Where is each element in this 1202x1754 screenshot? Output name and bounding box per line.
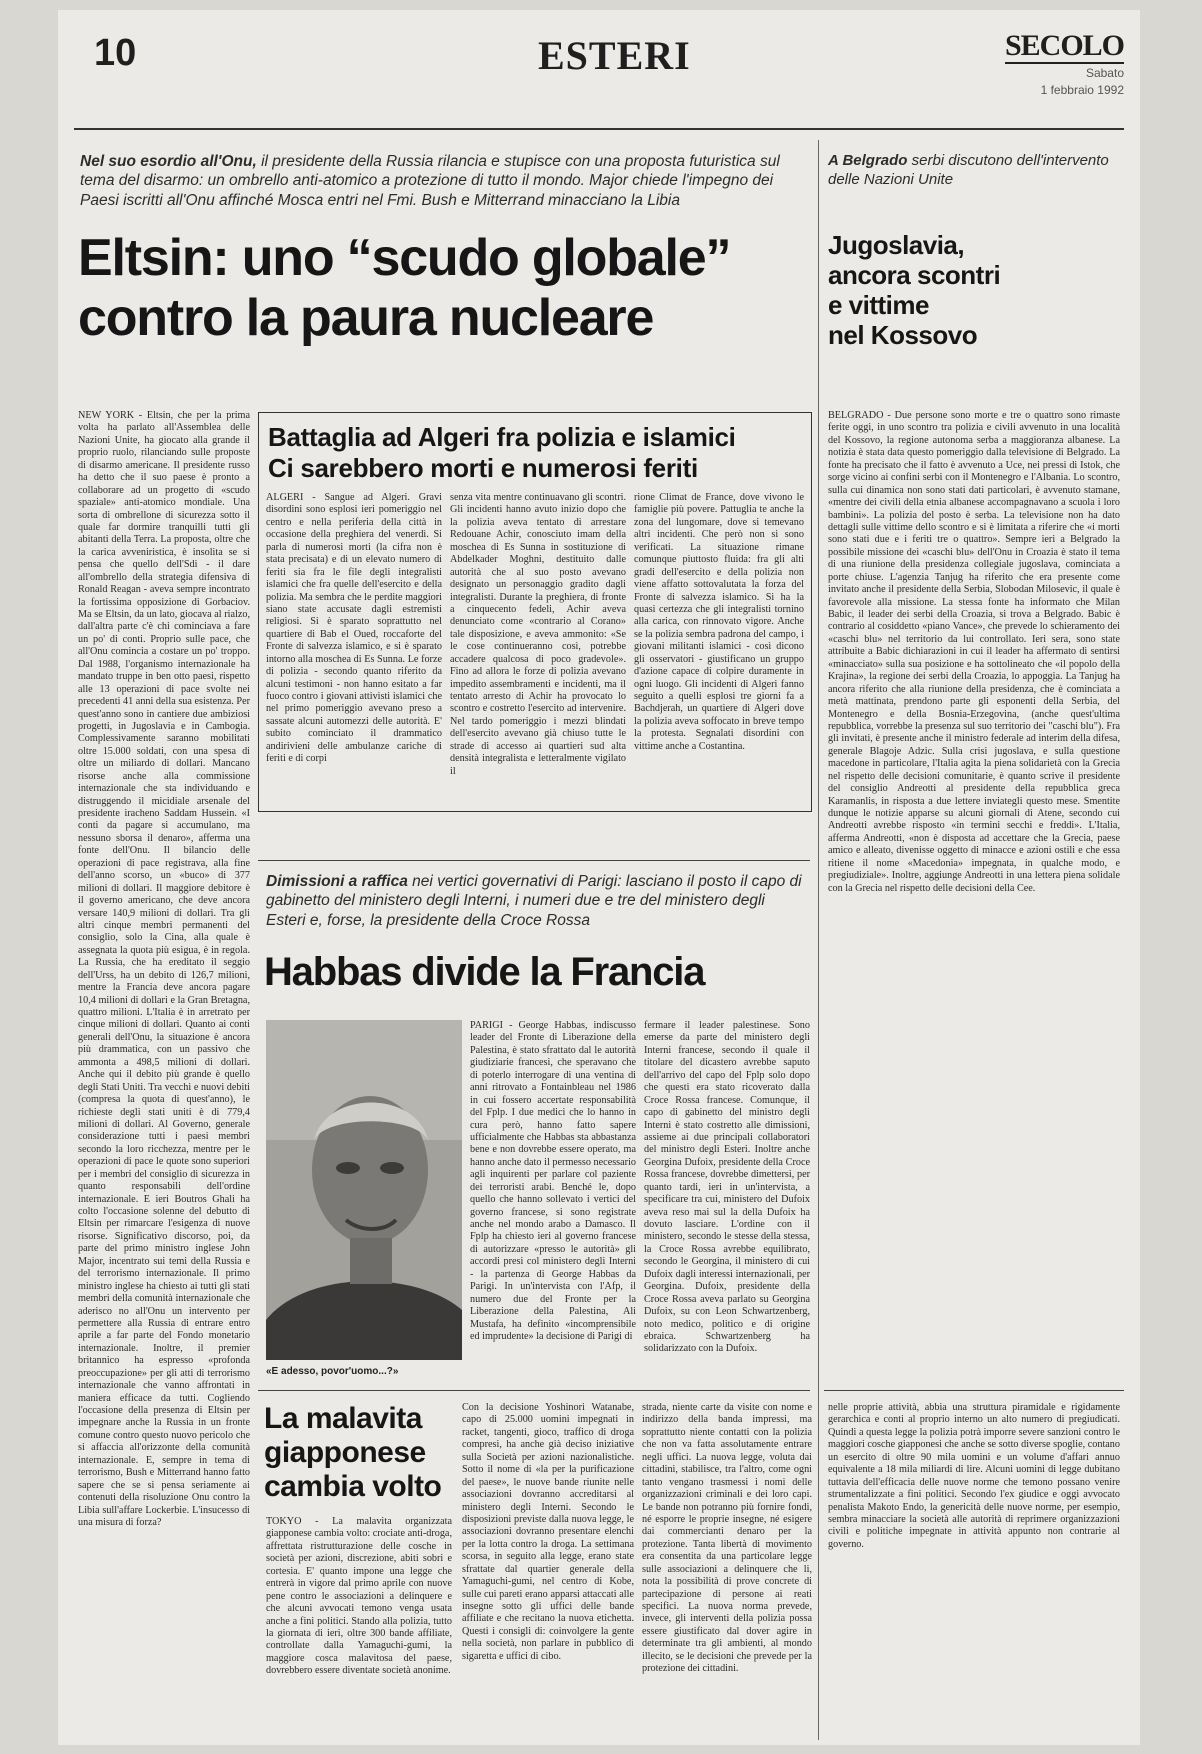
section-title: ESTERI: [538, 33, 691, 78]
page-number: 10: [94, 32, 137, 74]
masthead: [58, 10, 1140, 120]
jugoslavia-kicker-bold: A Belgrado: [828, 152, 908, 169]
jugoslavia-kicker: [828, 152, 1118, 190]
jugoslavia-headline-line3: e vittime: [828, 290, 929, 320]
giappone-headline-line1: La malavita: [264, 1402, 422, 1435]
jugoslavia-headline: [828, 230, 1120, 350]
habbas-photo: [266, 1020, 462, 1360]
jugoslavia-kicker-text: serbi discutono dell'intervento delle Nazioni Unite: [828, 152, 1109, 188]
giappone-col-4: nelle proprie attività, abbia una struttura piramidale e rigidamente gerarchica e conti al proprio interno un alto numero di pregiudicati. Quindi a questa legge la polizia potrà imporre severe sanzioni contro le maggiori cosche giapponesi che anche se sotto diverse spoglie, contano un esercito di oltre 90 mila uomini e un volume d'affari annuo equivalente a 18 mila miliardi di lire. Alcuni uomini di legge dubitano tuttavia dell'efficacia delle nuove norme che temono possano venire strumentalizzate a fini politici. Secondo l'ex giudice e oggi avvocato penalista Makoto Endo, la genericità delle nuove norme, per esempio, sembra minacciare la società alle autorità di reprimere organizzazioni civili e politiche impegnate in attività appunto non contrarie al governo.: [828, 1402, 1120, 1550]
habbas-headline: Habbas divide la Francia: [264, 950, 705, 994]
issue-date: 1 febbraio 1992: [1040, 82, 1124, 97]
giappone-top-rule-right: [824, 1390, 1124, 1391]
lead-headline: [78, 228, 838, 348]
habbas-top-rule: [258, 860, 810, 861]
jugoslavia-body: BELGRADO - Due persone sono morte e tre o quattro sono rimaste ferite oggi, in uno scontro tra polizia e civili avvenuto in una località del Kossovo, la regione autonoma serba a maggioranza albanese. La notizia è stata data questo pomeriggio dalla televisione di Belgrado. La fonte ha precisato che il fatto è avvenuto a Uce, nei pressi di Istok, che sorge vicino ai confini serbi con il Montenegro e l'Albania. Lo scontro, sulla cui dinamica non sono stati dati particolari, è avvenuto stamane, «mentre dei civili della etnia albanese accompagnavano a scuola i loro bambini». La polizia del posto è serba. La televisione non ha dato dettagli sulle vittime dello scontro e si è limitata a riferire che «i morti sono stati due e i feriti tre o quattro». Sempre ieri a Belgrado la possibile missione dei «caschi blu» dell'Onu in Croazia è stato il tema di una riunione della presidenza collegiale jugoslava, cominciata a porte chiuse. L'agenzia Tanjug ha riferito che era presente come invitato anche il presidente della Serbia, Slobodan Milosevic, il quale è favorevole alla missione. La stessa fonte ha informato che Milan Babic, il leader dei serbi della Croazia, si trova a Belgrado. Babic è contrario al cosiddetto «piano Vance», che prevede lo schieramento dei «caschi blu» nel territorio da lui controllato. Ieri sera, sono state attribuite a Babic dichiarazioni in cui il leader ha affermato di sentirsi «minacciato» sulla sua posizione e ha sottolineato che «il popolo della Krajina», la regione dei serbi della Croazia, lo appoggia. La Tanjug ha ancora riferito che alla riunione della presidenza, che è cominciata a metà mattinata, prendono parte gli esponenti della Serbia, del Montenegro e della Bosnia-Erzegovina, (anche quest'ultima repubblica, vorrebbe la presenza sul suo territorio dei "caschi blu"). Fra gli invitati, è presente anche il ministro federale ad interim della difesa, generale Blagoje Adzic. Sulla crisi jugoslava, e sulla questione macedone in particolare, l'Italia agita la piena solidarietà con la Grecia nel rispetto delle decisioni comunitarie, è quanto scrive il presidente del consiglio Andreotti al presidente della repubblica greca Karamanlis, in risposta a due lettere inviategli questo mese. Smentite dunque le notizie apparse su alcuni giornali di Atene, secondo cui Andreotti avrebbe risposto «in termini secchi e freddi». L'Italia, afferma Andreotti, «non è disposta ad accettare che la Grecia, paese amico e alleato, divenisse oggetto di minacce e azioni ostili e che essa ritiene il nome «Macedonia» impegnata, in qualche modo, e pregiudiziale». Inoltre, aggiunge Andreotti in una lettera piena solidale con la Grecia nel rispetto delle decisioni della Cee.: [828, 410, 1120, 894]
giappone-col-1: TOKYO - La malavita organizzata giapponese cambia volto: crociate anti-droga, affrettata ristrutturazione delle cosche in società per azioni, discrezione, abiti sobri e cortesia. E' quanto impone una legge che entrerà in vigore dal primo aprile con nuove pene contro le associazioni a delinquere e che alcuni avvocati temono venga usata anche a fini politici. Stando alla polizia, tutto la giornata di ieri, oltre 300 bande affiliate, controllate dalla Yamaguchi-gumi, la maggiore cosca malavitosa del paese, dovrebbero essere diventate società anonime.: [266, 1516, 452, 1677]
right-column-divider: [818, 140, 819, 1740]
habbas-photo-caption: «E adesso, povor'uomo...?»: [266, 1366, 399, 1377]
giappone-headline: [264, 1402, 454, 1504]
algeri-col-2: senza vita mentre continuavano gli scontri. Gli incidenti hanno avuto inizio dopo che la polizia aveva tentato di arrestare Redouane Achir, conosciuto imam della moschea di Es Sunna in sostituzione di Abdelkader Moghni, destituito dalle autorità che al suo posto avevano designato un personaggio gradito dagli integralisti. Durante la preghiera, di fronte a cinquecento fedeli, Achir aveva denunciato come «contrario al Corano» tale disposizione, e aveva ammonito: «Se le cose continueranno così, potrebbe accadere qualcosa di poco gradevole». Fino ad allora le forze di polizia avevano impedito assembramenti e incidenti, ma il tentato arresto di Achir ha provocato lo scontro e costretto l'esercito ad intervenire. Nel tardo pomeriggio i mezzi blindati dell'esercito avevano già chiuso tutte le strade di accesso ai quartieri sud alta densità integralista e letteralmente vigilato il: [450, 492, 626, 777]
lead-kicker: [80, 152, 790, 210]
jugoslavia-headline-line4: nel Kossovo: [828, 320, 978, 350]
lead-headline-line2: contro la paura nucleare: [78, 289, 654, 347]
habbas-kicker-text: nei vertici governativi di Parigi: lasciano il posto il capo di gabinetto del ministero degli Interni, i numeri due e tre del ministero degli Esteri e, forse, la presidente della Croce Rossa: [266, 873, 802, 929]
lead-headline-line1: Eltsin: uno “scudo globale”: [78, 229, 731, 287]
paper-name: SECOLO: [1004, 29, 1124, 62]
lead-kicker-bold: Nel suo esordio all'Onu,: [80, 153, 257, 170]
habbas-kicker-bold: Dimissioni a raffica: [266, 873, 408, 890]
habbas-col-2: fermare il leader palestinese. Sono emerse da parte del ministero degli Interni francese, secondo il quale il titolare del dicastero avrebbe saputo dell'arrivo del capo del Fplp solo dopo che questi era stato ricoverato dalla Croce Rossa francese. Comunque, il capo di gabinetto del ministro degli Interni è stato costretto alle dimissioni, assieme ai due principali collaboratori del ministro degli Esteri. Inoltre anche Georgina Dufoix, presidente della Croce Rossa francese, dovrebbe dimettersi, per quanto tardi, ieri in un'intervista, a specificare tra cui, ministero del Dufoix aveva reso mai sul la della Dufoix ha dovuto lasciare. L'ordine con il ministero, secondo le stesse della stessa, la Croce Rossa avrebbe equilibrato, secondo le Georgina, il ministero di cui Dufoix dagli interessi internazionali, per Georgina. Dufoix, presidente della Croce Rossa aveva parlato su Georgina Dufoix, su con Leon Schwartzenberg, noto medico, politico e di origine ebraica. Schwartzenberg ha solidarizzato con la Dufoix.: [644, 1020, 810, 1355]
giappone-headline-line2: giapponese: [264, 1436, 426, 1469]
giappone-headline-line3: cambia volto: [264, 1470, 442, 1503]
issue-day: Sabato: [1085, 65, 1124, 80]
jugoslavia-headline-line1: Jugoslavia,: [828, 230, 965, 260]
top-rule: [74, 128, 1124, 130]
portrait-image: [266, 1020, 462, 1360]
algeri-headline: [268, 422, 808, 484]
habbas-col-1: PARIGI - George Habbas, indiscusso leader del Fronte di Liberazione della Palestina, è stato sfrattato dal le autorità giudiziarie francesi, che speravano che di poterlo interrogare di una ventina di anni ritrovato a Fontainbleau nel 1986 in cui fossero accertate responsabilità del Fplp. I due medici che lo hanno in cura però, hanno fatto sapere ufficialmente che Habbas sta abbastanza bene e non dovrebbe essere operato, ma hanno anche dato il permesso necessario agli inquirenti per parlare col paziente dei terroristi arabi. Benché le, dopo quello che hanno sollevato i vertici del governo francese, si sono registrate anche nel mondo arabo a Damasco. Il Fplp ha chiesto ieri al governo francese di autorizzare «presso le autorità» gli accordi presi col ministero degli Interni - la partenza di George Habbas da Parigi. In un'intervista con l'Afp, il numero due del Fronte per la Liberazione della Palestina, Ali Mustafa, ha definito «incomprensibile ed imprudente» la decisione di Parigi di: [470, 1020, 636, 1342]
newspaper-logo: [1005, 30, 1124, 98]
newspaper-page: [58, 10, 1140, 1745]
lead-body: NEW YORK - Eltsin, che per la prima volta ha parlato all'Assemblea delle Nazioni Unite, ha giocato alla grande il proprio ruolo, rilanciando sulle proposte di disarmo americane. Il presidente russo ha detto che il suo paese è pronto a collaborare ad un progetto di «scudo spaziale» anti-atomico mondiale. Una sorta di ombrellone di sicurezza sotto il quale far dormire tranquilli tutti gli abitanti della Terra. La proposta, oltre che la carica avveniristica, è insolita se si pensa che quello dell'Sdi - il dare all'ombrello della strategia difensiva di Ronald Reagan - aveva sempre incontrato la fortissima opposizione di Gorbaciov. Ma se Eltsin, da un lato, giocava al rialzo, dall'altra parte c'è chi cominciava a fare un po' di conti. Proprio sulle pace, che all'Onu comincia a costare un po' troppo. Dal 1988, l'organismo internazionale ha mandato truppe in ben otto paesi, rispetto alle 13 operazioni di pace svolte nei precedenti 41 anni della sua esistenza. Per quest'anno sono in cantiere due ambiziosi progetti, in Jugoslavia e in Cambogia. Complessivamente saranno mobilitati oltre 15.000 soldati, con una spesa di oltre un miliardo di dollari. Mancano risorse anche alla commissione internazionale che sta individuando e distruggendo il micidiale arsenale del presidente iracheno Saddam Hussein. «I conti da pagare si accumulano, ma nessuno sborsa il denaro», afferma una fonte dell'Onu. Il bilancio delle operazioni di pace registrava, alla fine dell'anno scorso, un «buco» di 377 milioni di dollari. Il maggiore debitore è il governo americano, che deve ancora versare 140,9 milioni di dollari. Tra gli altri cinque membri permanenti del consiglio, solo la Cina, alla quale è assegnata la quota più esigua, è in regola. La Russia, che ha ereditato il seggio dell'Urss, ha un debito di 126,7 milioni, mentre la Francia deve ancora pagare 10,4 milioni di dollari e la Gran Bretagna, quattro milioni. L'Italia è in arretrato per cinque milioni di dollari. Quanto ai conti generali dell'Onu, la situazione è ancora più drammatica, con un passivo che ammonta a 498,5 milioni di dollari. Anche qui il debito più grande è quello degli Stati Uniti. Tra vecchi e nuovi debiti (compresa la quota di quest'anno), le richieste degli stati uniti è di 779,4 milioni di dollari. Al Governo, generale considerazione tutti i paesi membri secondo la loro ricchezza, mentre per le operazioni di pace le quote sono superiori per i membri del consiglio di sicurezza in quanto responsabili dell'ordine internazionale. E ieri Boutros Ghali ha colto l'occasione solenne del debutto di Eltsin per rimarcare l'esigenza di nuove risorse. Significativo discorso, poi, da parte del primo ministro inglese John Major, incentrato sui temi della Russia e del terrorismo internazionale. Il primo ministro inglese ha chiesto ai tutti gli stati membri della comunità internazionale che aderisco no all'Onu un intervento per permettere alla Russia di entrare entro aprile a far parte del Fondo monetario internazionale. Inoltre, il premier britannico ha espresso «profonda preoccupazione» per gli atti di terrorismo internazionale che vanno affrontati in maniera efficace da tutti. Cogliendo l'occasione della presenza di Eltsin per impegnare anche la Russia in un fronte comune contro questo nuovo pericolo che si affaccia all'orizzonte della comunità internazionale. E, sempre in tema di terrorismo, Bush e Mitterrand hanno fatto sapere che se si pensa seriamente ai contenuti della risoluzione Onu contro la Libia sull'affare Lockerbie. L'insucesso di una misura di forza?: [78, 410, 250, 1528]
jugoslavia-headline-line2: ancora scontri: [828, 260, 1001, 290]
algeri-col-1: ALGERI - Sangue ad Algeri. Gravi disordini sono esplosi ieri pomeriggio nel centro e nella periferia della città in occasione della preghiera del venerdì. Si parla di numerosi morti (la cifra non è stata precisata) e di un elevato numero di feriti sia fra le file degli integralisti islamici che fra quelle dell'esercito e della polizia. Ma sembra che le perdite maggiori siano state accusate dagli estremisti religiosi. Si è sparato soprattutto nel quartiere di Bab el Oued, roccaforte del Fronte di salvezza islamico, e si è sparato intorno alla moschea di Es Sunna. Le forze di polizia - secondo quanto riferito da alcuni testimoni - non hanno esitato a far fuoco contro i giovani attivisti islamici che nel primo pomeriggio avevano preso a sassate alcuni automezzi delle autorità. E' subito cominciato il drammatico andirivieni delle ambulanze cariche di feriti e di corpi: [266, 492, 442, 765]
giappone-top-rule: [258, 1390, 810, 1391]
algeri-headline-line1: Battaglia ad Algeri fra polizia e islamici: [268, 422, 736, 452]
algeri-col-3: rione Climat de France, dove vivono le famiglie più povere. Pattuglia te anche la zona del lungomare, dove si temevano altri incidenti. Che però non si sono verificati. La situazione rimane comunque piuttosto fluida: fra gli alti gradi dell'esercito e della polizia non viene affatto sottovalutata la forza del Fronte di salvezza islamico. Si ha la quasi certezza che gli integralisti tornino alla carica, con rinnovato vigore. Anche se la polizia sembra padrona del campo, i giovani militanti islamici - così dicono gli osservatori - giustificano un gruppo d'azione capace di colpire duramente in ogni luogo. Gli incidenti di Algeri fanno seguito a quelli esplosi tre giorni fa a Bachdjerah, un quartiere di Algeri dove la polizia aveva soffocato in breve tempo la protesta. Segnalati disordini con vittime anche a Costantina.: [634, 492, 804, 752]
lead-kicker-text: il presidente della Russia rilancia e stupisce con una proposta futuristica sul tema del disarmo: un ombrello anti-atomico a protezione di tutto il mondo. Major chiede l'impegno dei Paesi iscritti all'Onu affinché Mosca entri nel Fmi. Bush e Mitterrand minacciano la Libia: [80, 153, 780, 209]
giappone-col-3: strada, niente carte da visite con nome e indirizzo della banda impressi, ma soprattutto niente contatti con la polizia che non va fatta assolutamente entrare negli uffici. La nuova legge, voluta dai cittadini, stabilisce, tra l'altro, come ogni tanto vengano trasmessi i nomi delle organizzazioni criminali e dei loro capi. Le bande non potranno più fornire fondi, né esporre le proprie insegne, né esigere dai commercianti denaro per la protezione. Tanta libertà di movimento era consentita da una particolare legge sulle associazioni a delinquere che li, nota la possibilità di prove concrete di partecipazione di persone ai reati specifici. La nuova norma prevede, invece, gli interventi della polizia possa essere giustificato dal dover agire in determinate tra gli ambienti, al mondo illecito, se le decisioni che prevede per la protezione dei cittadini.: [642, 1402, 812, 1675]
habbas-kicker: [266, 872, 806, 930]
algeri-headline-line2: Ci sarebbero morti e numerosi feriti: [268, 453, 698, 483]
giappone-col-2: Con la decisione Yoshinori Watanabe, capo di 25.000 uomini impegnati in racket, tangenti, gioco, traffico di droga compresi, ha anche già deciso iniziative sulla Società per azioni nazionalistiche. Sotto il nome di «la per la purificazione del paese», le nuove bande riunite nelle associazioni dovranno accreditarsi al ministero degli Interni. Secondo le disposizioni previste dalla nuova legge, le associazioni dovranno presentare elenchi per la lotta contro la droga. La settimana scorsa, in seguito alla legge, erano state sfrattate dal quartier generale della Yamaguchi-gumi, nel centro di Kobe, sulle cui pareti erano apparsi attaccati alle insegne sotto gli uffici delle bande affiliate e che recitano la nuova etichetta. Questi i consigli di: coinvolgere la gente nella società, non parlare in pubblico di sigaretta e uffici di cibo.: [462, 1402, 634, 1662]
